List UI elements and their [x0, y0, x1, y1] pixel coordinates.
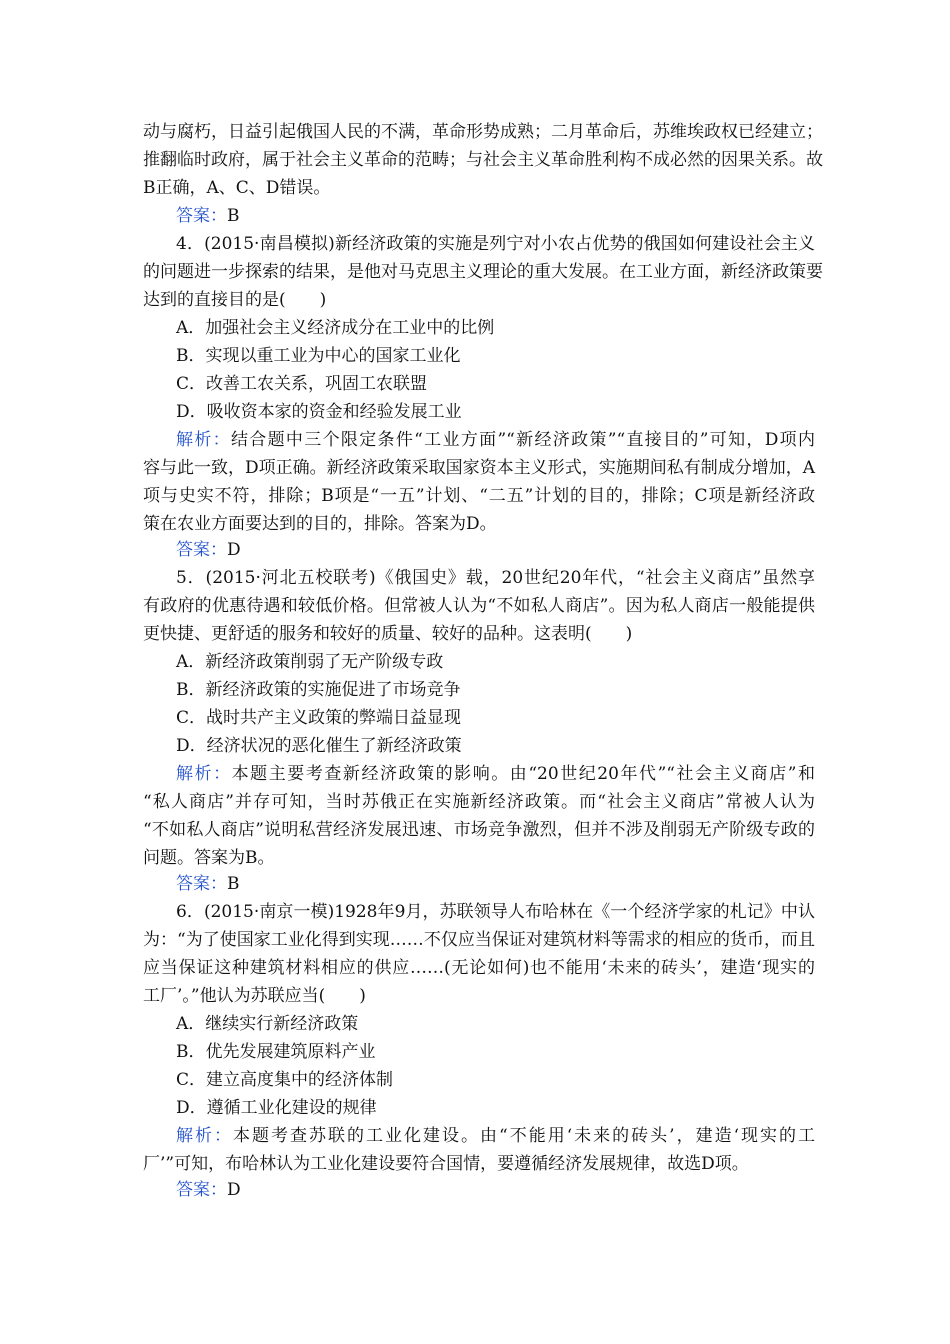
answer-line	[176, 536, 815, 564]
option-b: B．优先发展建筑原料产业	[176, 1042, 376, 1062]
text-line: 策在农业方面要达到的目的，排除。答案为D。	[143, 514, 497, 534]
analysis-text: 本题主要考查新经济政策的影响。由“20世纪20年代”“社会主义商店”和	[231, 764, 816, 784]
analysis-text: 本题考查苏联的工业化建设。由“不能用‘未来的砖头’，建造‘现实的工	[233, 1126, 816, 1146]
text-line: 为：“为了使国家工业化得到实现……不仅应当保证对建筑材料等需求的相应的货币，而且	[143, 930, 815, 950]
option-d: D．经济状况的恶化催生了新经济政策	[176, 736, 462, 756]
question-stem: 6．(2015·南京一模)1928年9月，苏联领导人布哈林在《一个经济学家的札记》中认	[176, 902, 815, 922]
text-line: 项与史实不符，排除；B项是“一五”计划、“二五”计划的目的，排除；C项是新经济政	[143, 486, 815, 506]
analysis-line	[176, 1122, 815, 1150]
answer-value: B	[227, 874, 240, 894]
text-line: 工厂’。”他认为苏联应当( )	[143, 986, 366, 1006]
text-line: “不如私人商店”说明私营经济发展迅速、市场竞争激烈，但并不涉及削弱无产阶级专政的	[143, 820, 815, 840]
answer-line	[176, 870, 815, 898]
text-line: 动与腐朽，日益引起俄国人民的不满，革命形势成熟；二月革命后，苏维埃政权已经建立；	[143, 122, 823, 142]
option-c: C．战时共产主义政策的弊端日益显现	[176, 708, 462, 728]
analysis-label: 解析：	[176, 764, 232, 784]
option-b: B．新经济政策的实施促进了市场竞争	[176, 680, 461, 700]
answer-label: 答案：	[176, 540, 227, 560]
option-a: A．新经济政策削弱了无产阶级专政	[176, 652, 444, 672]
option-b: B．实现以重工业为中心的国家工业化	[176, 346, 461, 366]
question-stem: 5．(2015·河北五校联考)《俄国史》载，20世纪20年代，“社会主义商店”虽然享	[176, 568, 815, 588]
text-line: 问题。答案为B。	[143, 848, 275, 868]
answer-value: D	[227, 540, 241, 560]
text-line: 推翻临时政府，属于社会主义革命的范畴；与社会主义革命胜利构不成必然的因果关系。故	[143, 150, 823, 170]
analysis-label: 解析：	[176, 1126, 234, 1146]
text-line: 有政府的优惠待遇和较低价格。但常被人认为“不如私人商店”。因为私人商店一般能提供	[143, 596, 815, 616]
answer-label: 答案：	[176, 874, 227, 894]
analysis-text: 结合题中三个限定条件“工业方面”“新经济政策”“直接目的”可知，D项内	[230, 430, 815, 450]
analysis-label: 解析：	[176, 430, 231, 450]
option-a: A．加强社会主义经济成分在工业中的比例	[176, 318, 495, 338]
question-stem: 4．(2015·南昌模拟)新经济政策的实施是列宁对小农占优势的俄国如何建设社会主义	[176, 234, 815, 254]
option-d: D．遵循工业化建设的规律	[176, 1098, 377, 1118]
answer-value: B	[227, 206, 240, 226]
text-line: 应当保证这种建筑材料相应的供应……(无论如何)也不能用‘未来的砖头’，建造‘现实的	[143, 958, 815, 978]
analysis-line	[176, 426, 815, 454]
option-c: C．改善工农关系，巩固工农联盟	[176, 374, 428, 394]
option-c: C．建立高度集中的经济体制	[176, 1070, 394, 1090]
answer-line	[176, 1176, 815, 1204]
text-line: B正确，A、C、D错误。	[143, 178, 331, 198]
answer-label: 答案：	[176, 1180, 227, 1200]
answer-line	[176, 202, 815, 230]
text-line: 的问题进一步探索的结果，是他对马克思主义理论的重大发展。在工业方面，新经济政策要	[143, 262, 823, 282]
text-line: 厂’”可知，布哈林认为工业化建设要符合国情，要遵循经济发展规律，故选D项。	[143, 1154, 749, 1174]
option-d: D．吸收资本家的资金和经验发展工业	[176, 402, 462, 422]
text-line: “私人商店”并存可知，当时苏俄正在实施新经济政策。而“社会主义商店”常被人认为	[143, 792, 815, 812]
text-line: 更快捷、更舒适的服务和较好的质量、较好的品种。这表明( )	[143, 624, 633, 644]
text-line: 达到的直接目的是( )	[143, 290, 327, 310]
analysis-line	[176, 760, 815, 788]
option-a: A．继续实行新经济政策	[176, 1014, 359, 1034]
text-line: 容与此一致，D项正确。新经济政策采取国家资本主义形式，实施期间私有制成分增加，A	[143, 458, 815, 478]
answer-value: D	[227, 1180, 241, 1200]
answer-label: 答案：	[176, 206, 227, 226]
